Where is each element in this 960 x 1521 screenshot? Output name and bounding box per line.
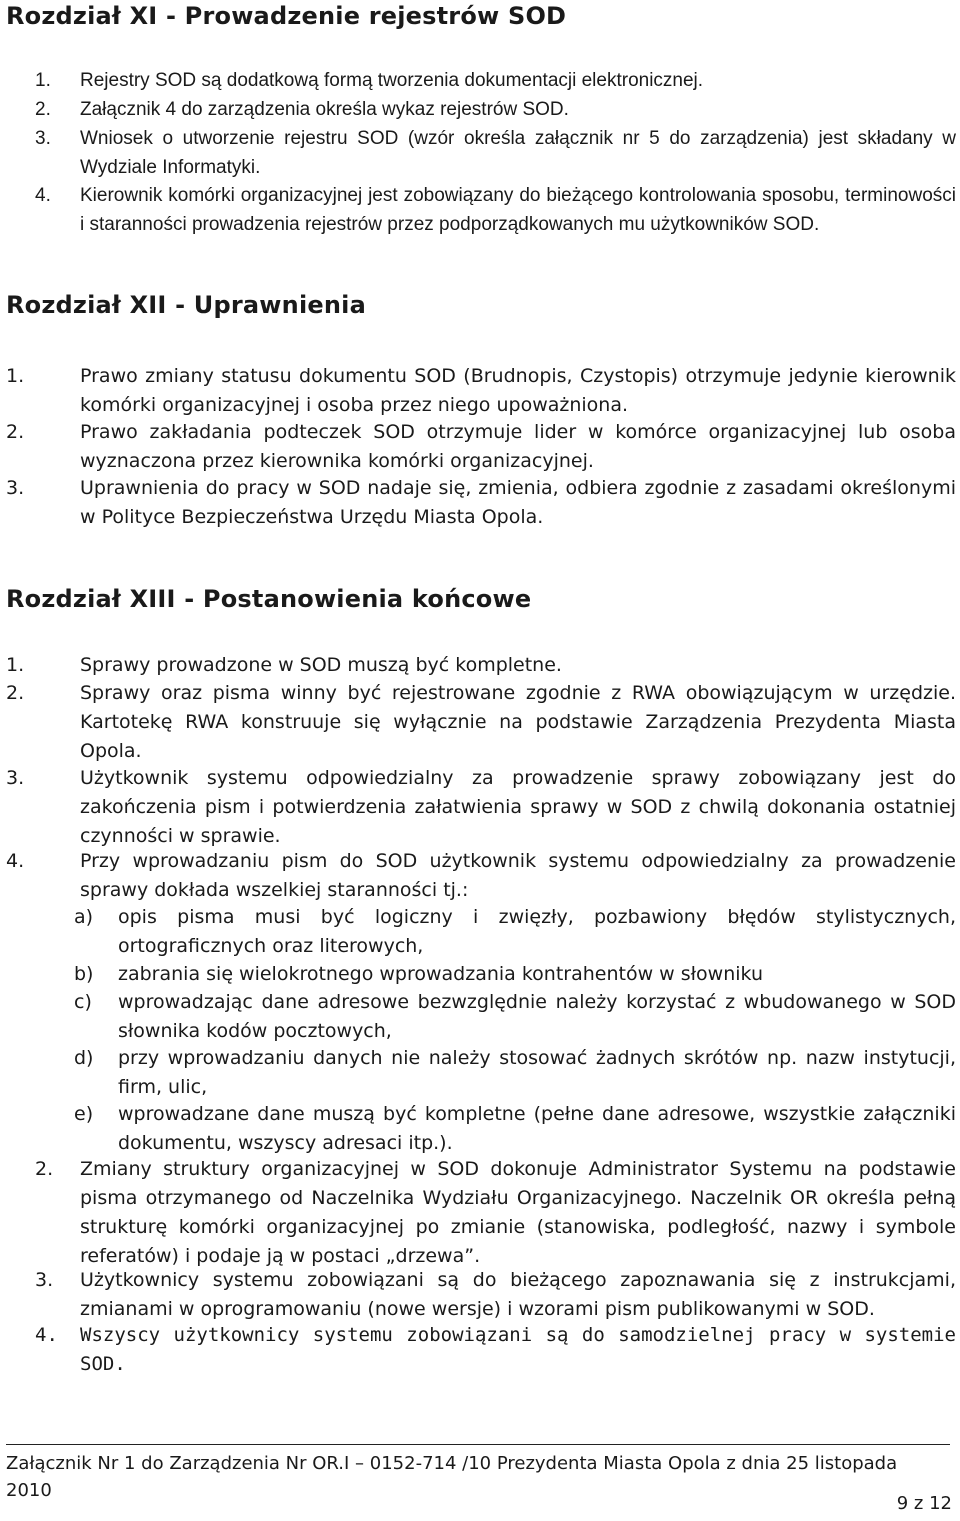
item-number: 1. xyxy=(6,365,25,387)
item-number: 2. xyxy=(6,682,25,704)
sub-item-letter: c) xyxy=(74,991,92,1013)
sub-item-text: wprowadzane dane muszą być kompletne (pełne dane adresowe, wszystkie załączniki dokumentu, wszyscy adresaci itp.). xyxy=(118,1103,956,1154)
item-text: Sprawy oraz pisma winny być rejestrowane zgodnie z RWA obowiązującym w urzędzie. Kartotekę RWA konstruuje się wyłącznie na podstawie Zarządzenia Prezydenta Miasta Opola. xyxy=(80,682,956,762)
item-text: Przy wprowadzaniu pism do SOD użytkownik systemu odpowiedzialny za prowadzenie sprawy dokłada wszelkiej staranności tj.: xyxy=(80,850,956,901)
item-number: 4. xyxy=(35,1324,58,1346)
item-number: 3. xyxy=(6,477,25,499)
item-number: 4. xyxy=(6,850,25,872)
sub-list-item xyxy=(6,988,956,1045)
list-item xyxy=(6,474,956,532)
item-text: Uprawnienia do pracy w SOD nadaje się, zmienia, odbiera zgodnie z zasadami określonymi w Polityce Bezpieczeństwa Urzędu Miasta Opola. xyxy=(80,477,956,528)
item-text: Wszyscy użytkownicy systemu zobowiązani są do samodzielnej pracy w systemie SOD. xyxy=(80,1324,956,1375)
list-item xyxy=(6,1155,956,1271)
item-number: 1. xyxy=(35,70,51,91)
sub-item-text: zabrania się wielokrotnego wprowadzania kontrahentów w słowniku xyxy=(118,963,764,985)
sub-item-letter: b) xyxy=(74,963,94,985)
sub-item-letter: e) xyxy=(74,1103,94,1125)
item-text: Zmiany struktury organizacyjnej w SOD dokonuje Administrator Systemu na podstawie pisma otrzymanego od Naczelnika Wydziału Organizacyjnego. Naczelnik OR określa pełną strukturę komórki organizacyjnej po zmianie (stanowiska, podległość, nazwy i symbole referatów) i podaje ją w postaci „drzewa”. xyxy=(80,1158,956,1267)
item-text: Kierownik komórki organizacyjnej jest zobowiązany do bieżącego kontrolowania sposobu, terminowości i staranności prowadzenia rejestrów przez podporządkowanych mu użytkowników SOD. xyxy=(80,185,956,235)
sub-list-item xyxy=(6,960,956,989)
list-item xyxy=(6,679,956,766)
section-heading: Rozdział XIII - Postanowienia końcowe xyxy=(6,585,532,613)
sub-item-letter: d) xyxy=(74,1047,94,1069)
sub-list-item xyxy=(6,1044,956,1101)
list-item xyxy=(6,95,956,124)
sub-list-item xyxy=(6,903,956,960)
list-item xyxy=(6,181,956,239)
sub-item-text: opis pisma musi być logiczny i zwięzły, pozbawiony błędów stylistycznych, ortograficznych oraz literowych, xyxy=(118,906,956,957)
item-number: 3. xyxy=(35,128,51,149)
item-number: 2. xyxy=(35,99,51,120)
sub-item-text: przy wprowadzaniu danych nie należy stosować żadnych skrótów np. nazw instytucji, firm, ulic, xyxy=(118,1047,956,1098)
footer-divider xyxy=(6,1444,950,1445)
item-text: Prawo zmiany statusu dokumentu SOD (Brudnopis, Czystopis) otrzymuje jedynie kierownik komórki organizacyjnej i osoba przez niego upoważniona. xyxy=(80,365,956,416)
item-number: 2. xyxy=(6,421,25,443)
item-number: 1. xyxy=(6,654,25,676)
sub-item-text: wprowadzając dane adresowe bezwzględnie należy korzystać z wbudowanego w SOD słownika kodów pocztowych, xyxy=(118,991,956,1042)
item-text: Użytkownik systemu odpowiedzialny za prowadzenie sprawy zobowiązany jest do zakończenia pism i potwierdzenia załatwienia sprawy w SOD z chwilą dokonania ostatniej czynności w sprawie. xyxy=(80,767,956,847)
item-text: Użytkownicy systemu zobowiązani są do bieżącego zapoznawania się z instrukcjami, zmianami w oprogramowaniu (nowe wersje) i wzorami pism publikowanymi w SOD. xyxy=(80,1269,956,1320)
list-item xyxy=(6,764,956,851)
footer-text: Załącznik Nr 1 do Zarządzenia Nr OR.I – 0152-714 /10 Prezydenta Miasta Opola z dnia 25 listopada 2010 xyxy=(6,1453,898,1501)
list-item xyxy=(6,124,956,182)
item-text: Prawo zakładania podteczek SOD otrzymuje lider w komórce organizacyjnej lub osoba wyznaczona przez kierownika komórki organizacyjnej. xyxy=(80,421,956,472)
item-number: 2. xyxy=(35,1158,54,1180)
item-number: 3. xyxy=(6,767,25,789)
item-text: Wniosek o utworzenie rejestru SOD (wzór określa załącznik nr 5 do zarządzenia) jest składany w Wydziale Informatyki. xyxy=(80,128,956,178)
sub-list-item xyxy=(6,1100,956,1157)
list-item xyxy=(6,66,956,95)
list-item xyxy=(6,1321,956,1379)
item-number: 3. xyxy=(35,1269,54,1291)
item-text: Załącznik 4 do zarządzenia określa wykaz rejestrów SOD. xyxy=(80,99,569,120)
section-heading: Rozdział XII - Uprawnienia xyxy=(6,291,366,319)
list-item xyxy=(6,651,956,680)
page-number: 9 z 12 xyxy=(896,1493,952,1514)
item-number: 4. xyxy=(35,185,51,206)
item-text: Rejestry SOD są dodatkową formą tworzenia dokumentacji elektronicznej. xyxy=(80,70,704,91)
list-item xyxy=(6,418,956,476)
list-item xyxy=(6,362,956,420)
item-text: Sprawy prowadzone w SOD muszą być kompletne. xyxy=(80,654,562,676)
list-item xyxy=(6,847,956,905)
list-item xyxy=(6,1266,956,1324)
sub-item-letter: a) xyxy=(74,906,94,928)
section-heading: Rozdział XI - Prowadzenie rejestrów SOD xyxy=(6,2,567,30)
